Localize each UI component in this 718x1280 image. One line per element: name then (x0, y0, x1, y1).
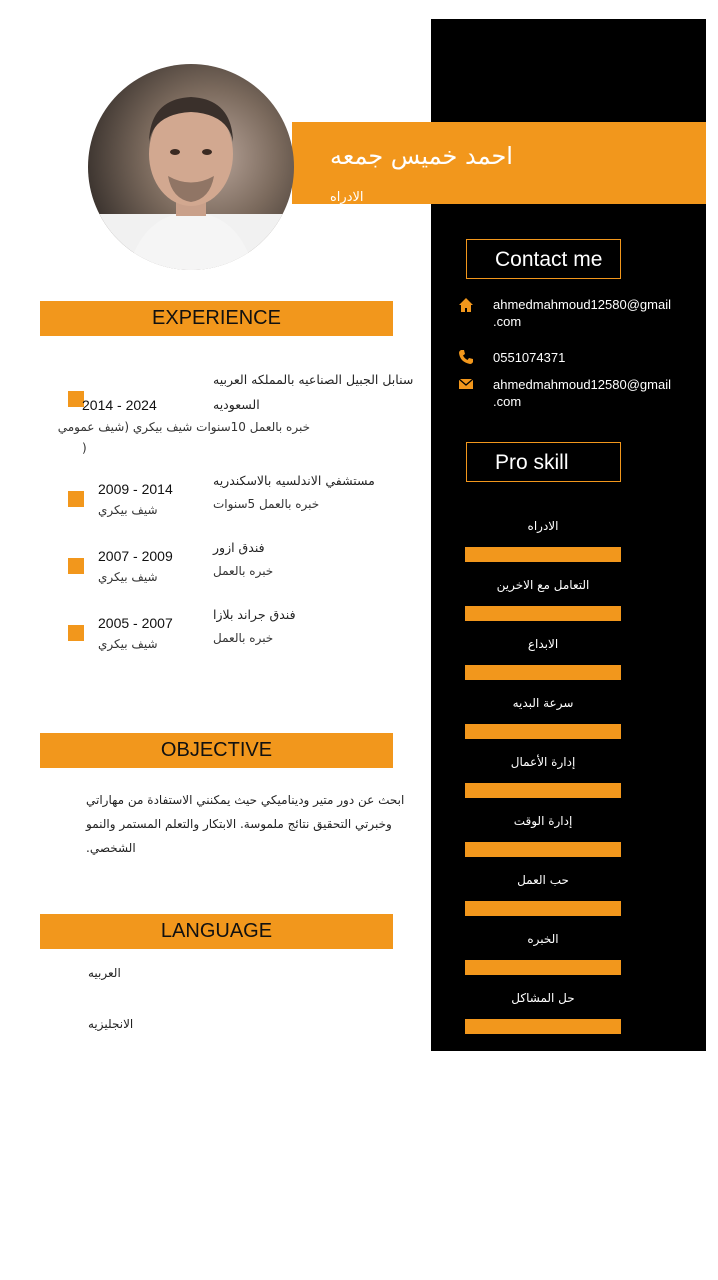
skill-label: التعامل مع الاخرين (496, 578, 590, 592)
skill-bar (465, 606, 621, 621)
contact-email2-line2: .com (493, 394, 522, 409)
contact-email-line1: ahmedmahmoud12580@gmail (493, 297, 671, 312)
experience-place: مستشفي الاندلسيه بالاسكندريه (213, 473, 375, 488)
experience-marker (68, 558, 84, 574)
phone-icon (458, 349, 474, 365)
skill-label: إدارة الوقت (513, 814, 573, 828)
experience-role: شيف بيكري (98, 637, 158, 651)
experience-role: شيف بيكري (98, 570, 158, 584)
skill-bar (465, 665, 621, 680)
experience-place: فندق ازور (213, 540, 265, 555)
skill-bar (465, 783, 621, 798)
pro-skill-title: Pro skill (466, 442, 621, 482)
experience-detail: خبره بالعمل (213, 564, 274, 578)
experience-place: سنابل الجبيل الصناعيه بالمملكه العربيه (213, 372, 414, 387)
contact-title: Contact me (466, 239, 621, 279)
skill-label: سرعة البديه (512, 696, 574, 710)
mail-icon (458, 376, 474, 392)
experience-marker (68, 491, 84, 507)
contact-email-line2: .com (493, 314, 522, 329)
language-item: الانجليزيه (88, 1017, 134, 1031)
language-item: العربيه (88, 966, 121, 980)
experience-place: فندق جراند بلازا (213, 607, 296, 622)
experience-place-cont: السعوديه (213, 397, 260, 412)
experience-date: 2005 - 2007 (98, 615, 173, 631)
skill-bar (465, 1019, 621, 1034)
skill-label: حل المشاكل (511, 991, 575, 1005)
skill-bar (465, 724, 621, 739)
skill-label: الادراه (527, 519, 559, 533)
experience-role: خبره بالعمل 10سنوات شيف بيكري (شيف عمومي (57, 420, 310, 434)
skill-bar (465, 547, 621, 562)
skill-label: الابداع (527, 637, 559, 651)
skill-label: إدارة الأعمال (510, 755, 576, 769)
skill-bar (465, 901, 621, 916)
objective-heading: OBJECTIVE (40, 733, 393, 768)
experience-date: 2014 - 2024 (82, 397, 157, 413)
experience-date: 2007 - 2009 (98, 548, 173, 564)
experience-role: شيف بيكري (98, 503, 158, 517)
experience-date: 2009 - 2014 (98, 481, 173, 497)
skill-bar (465, 960, 621, 975)
skill-bar (465, 842, 621, 857)
person-role: الادراه (330, 190, 364, 205)
experience-detail: خبره بالعمل 5سنوات (213, 497, 320, 511)
objective-text: ابحث عن دور متير وديناميكي حيث يمكنني الاستفادة من مهاراتي وخبرتي التحقيق نتائج ملموسة. الابتكار والتعلم المستمر والنمو الشخصي. (86, 793, 405, 855)
contact-email2-line1: ahmedmahmoud12580@gmail (493, 377, 671, 392)
person-silhouette-icon (88, 64, 294, 270)
language-heading: LANGUAGE (40, 914, 393, 949)
profile-photo (88, 64, 294, 270)
contact-phone: 0551074371 (493, 350, 566, 365)
skill-label: الخبره (527, 932, 559, 946)
experience-detail: خبره بالعمل (213, 631, 274, 645)
person-name: احمد خميس جمعه (330, 142, 513, 170)
experience-marker (68, 625, 84, 641)
experience-heading: EXPERIENCE (40, 301, 393, 336)
skill-label: حب العمل (517, 873, 569, 887)
experience-role-cont: ) (82, 441, 87, 455)
home-icon (458, 297, 474, 313)
